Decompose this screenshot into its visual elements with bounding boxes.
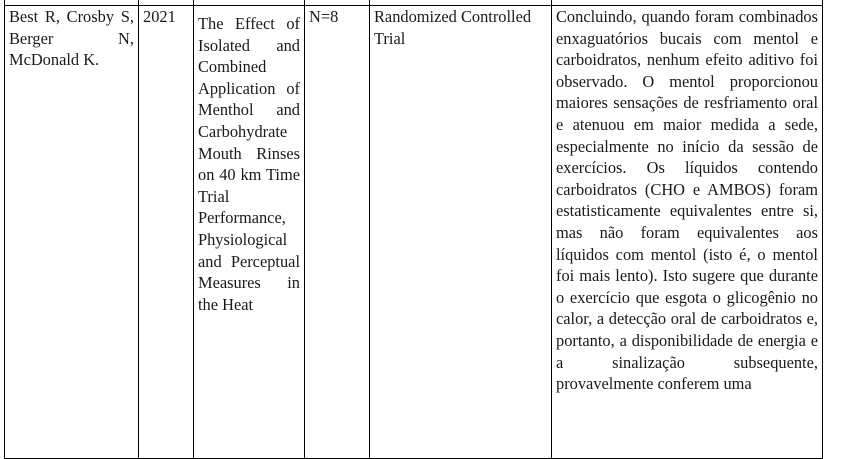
summary-text: Concluindo, quando foram combinados enxaguatórios bucais com mentol e carboidratos, nenhum efeito aditivo foi observado. O mentol proporcionou maiores sensações de resfriamento oral e atenuou em maior medida a sede, especialmente no início da sessão de exercícios. Os líquidos contendo carboidratos (CHO e AMBOS) foram estatisticamente equivalentes entre si, mas não foram equivalentes aos líquidos com mentol (isto é, o mentol foi mais lento). Isto sugere que durante o exercício que esgota o glicogênio no calor, a detecção oral de carboidratos e, portanto, a disponibilidade de energia e a sinalização subsequente, provavelmente conferem uma <box>556 7 818 394</box>
authors-text: Best R, Crosby S, Berger N, McDonald K. <box>9 7 134 70</box>
literature-review-table <box>4 0 823 459</box>
authors-cell <box>5 6 139 459</box>
sample-text: N=8 <box>309 7 339 26</box>
year-cell <box>139 6 194 459</box>
table-row <box>5 6 823 459</box>
title-cell <box>194 6 305 459</box>
design-text: Randomized Controlled Trial <box>374 7 532 48</box>
design-cell <box>370 6 552 459</box>
title-text: The Effect of Isolated and Combined Application of Menthol and Carbohydrate Mouth Rinses on 40 km Time Trial Performance, Physiological and Perceptual Measures in the Heat <box>198 14 300 314</box>
summary-cell <box>552 6 823 459</box>
year-text: 2021 <box>143 7 176 26</box>
sample-cell <box>305 6 370 459</box>
